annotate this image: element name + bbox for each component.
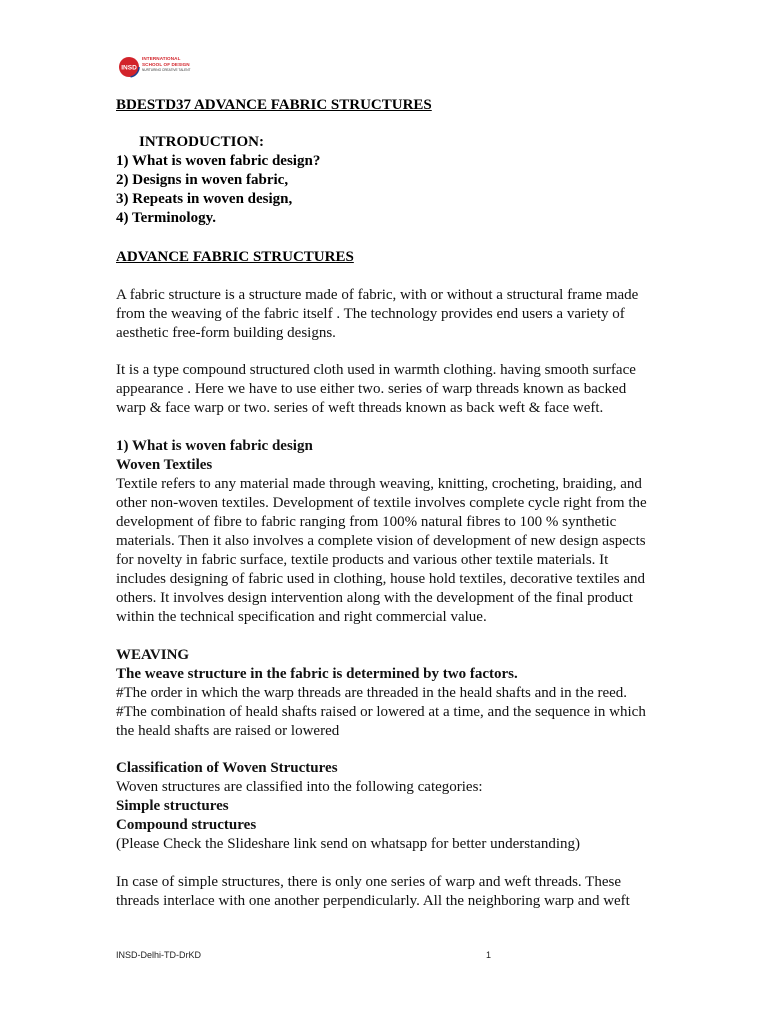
paragraph-fabric-structure [116,286,638,343]
paragraph-line: It is a type compound structured cloth used in warmth clothing. having smooth surface [116,362,636,378]
paragraph-line: the heald shafts are raised or lowered [116,723,340,739]
introduction-heading: INTRODUCTION: [139,134,265,150]
logo-wordmark [142,56,222,74]
paragraph-line: materials. Then it also involves a complete vision of development of new design aspects [116,533,646,549]
section-weaving [116,646,646,741]
paragraph-line: development of fibre to fabric ranging from 100% natural fibres to 100 % synthetic [116,514,617,530]
paragraph-line: #The combination of heald shafts raised or lowered at a time, and the sequence in which [116,704,646,720]
paragraph-line: other non-woven textiles. Development of textile involves complete cycle right from the [116,495,647,511]
section-heading-advance-fabric-structures: ADVANCE FABRIC STRUCTURES [116,249,354,265]
paragraph-line: others. It involves design intervention along with the development of the final product [116,590,633,606]
section-classification [116,759,580,854]
paragraph-line: from the weaving of the fabric itself . The technology provides end users a variety of [116,306,625,322]
paragraph-compound-cloth [116,361,636,418]
category-simple: Simple structures [116,798,229,814]
logo-line-1: INTERNATIONAL [142,56,181,61]
logo-badge-text: INSD [121,64,137,72]
paragraph-line: In case of simple structures, there is only one series of warp and weft threads. These [116,874,621,890]
introduction-section [116,133,320,228]
intro-item: 1) What is woven fabric design? [116,153,321,169]
page-number: 1 [486,950,492,960]
insd-logo [118,56,198,78]
paragraph-line: includes designing of fabric used in clothing, house hold textiles, decorative textiles and [116,571,646,587]
paragraph-note: (Please Check the Slideshare link send on whatsapp for better understanding) [116,836,581,852]
logo-tagline: NURTURING CREATIVE TALENT [142,68,191,72]
paragraph-line: appearance . Here we have to use either two. series of warp threads known as backed [116,381,627,397]
section-heading: Classification of Woven Structures [116,760,338,776]
intro-item: 3) Repeats in woven design, [116,191,293,207]
paragraph-line: #The order in which the warp threads are threaded in the heald shafts and in the reed. [116,685,628,701]
logo-line-2: SCHOOL OF DESIGN [142,61,190,67]
section-heading: 1) What is woven fabric design [116,438,313,454]
paragraph-simple-structures [116,873,630,911]
insd-logo-mark-icon [118,56,140,78]
paragraph-line: aesthetic free-form building designs. [116,325,336,341]
footer-label: INSD-Delhi-TD-DrKD [116,950,201,960]
paragraph-line: for novelty in fabric surface, textile products and various other textile materials. It [116,552,609,568]
paragraph-line: within the technical specification and right commercial value. [116,609,487,625]
intro-item: 2) Designs in woven fabric, [116,172,289,188]
paragraph-line: warp & face warp or two. series of weft threads known as back weft & face weft. [116,400,604,416]
section-heading: WEAVING [116,647,190,663]
section-woven-fabric-design [116,437,647,627]
subsection-heading: Woven Textiles [116,457,213,473]
document-title: BDESTD37 ADVANCE FABRIC STRUCTURES [116,97,432,113]
paragraph-line: Woven structures are classified into the following categories: [116,779,483,795]
paragraph-line: threads interlace with one another perpendicularly. All the neighboring warp and weft [116,893,630,909]
paragraph-line: Textile refers to any material made through weaving, knitting, crocheting, braiding, and [116,476,642,492]
intro-item: 4) Terminology. [116,210,217,226]
subsection-heading: The weave structure in the fabric is determined by two factors. [116,666,518,682]
paragraph-line: A fabric structure is a structure made of fabric, with or without a structural frame made [116,287,639,303]
category-compound: Compound structures [116,817,257,833]
